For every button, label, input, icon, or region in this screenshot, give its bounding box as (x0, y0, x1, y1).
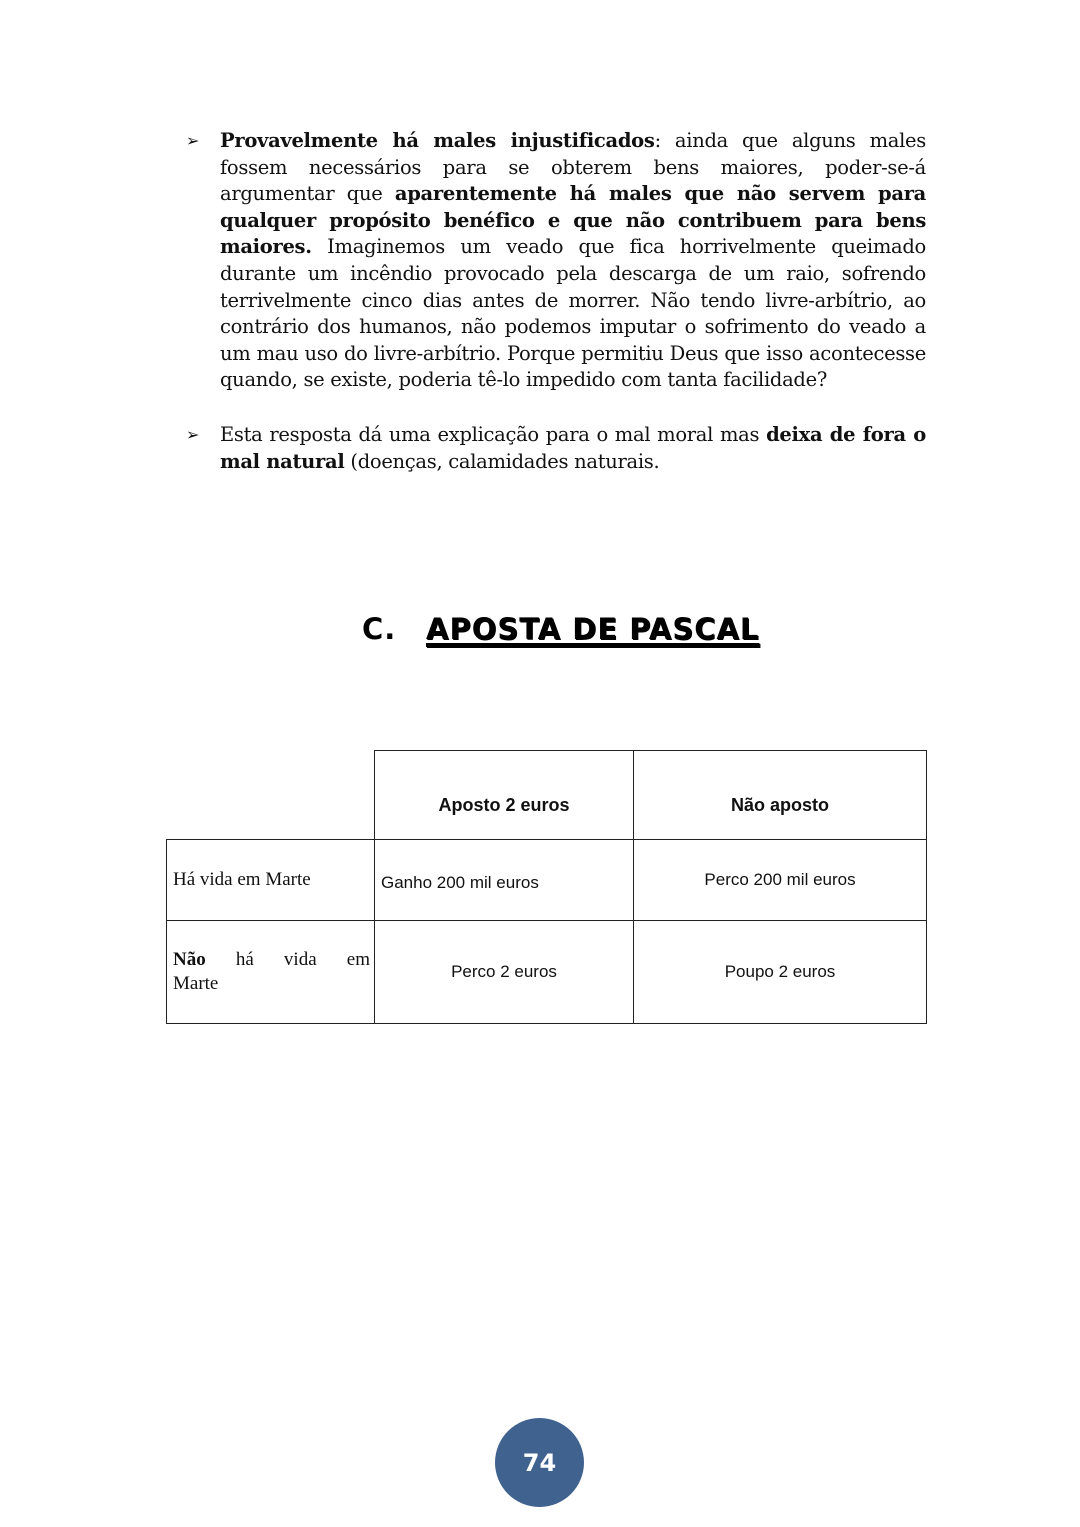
pascal-wager-table (166, 750, 927, 1024)
row-label-word: há (235, 949, 254, 970)
bold-phrase: Provavelmente há males injustificados (220, 129, 655, 152)
plain-phrase: Esta resposta dá uma explicação para o mal moral mas (220, 423, 767, 446)
page-number-badge: 74 (495, 1418, 584, 1507)
section-heading (362, 612, 759, 646)
section-letter: C. (362, 612, 397, 646)
row-label-no-life-on-mars (167, 921, 375, 1024)
table-cell: Perco 200 mil euros (634, 840, 927, 921)
table-header-row (167, 751, 927, 840)
row-label-word: vida (283, 949, 317, 970)
table-header-no-bet: Não aposto (634, 751, 927, 840)
bullet-natural-evil (186, 422, 926, 475)
arrow-bullet-icon: ➢ (186, 425, 200, 444)
table-row (167, 840, 927, 921)
row-label-line (173, 948, 370, 972)
table-row (167, 921, 927, 1024)
table-header-bet: Aposto 2 euros (375, 751, 634, 840)
plain-phrase: Imaginemos um veado que fica horrivelmente queimado durante um incêndio provocado pela descarga de um raio, sofrendo terrivelmente cinco dias antes de morrer. Não tendo livre-arbítrio, ao contrário dos humanos, não podemos imputar o sofrimento do veado a um mau uso do livre-arbítrio. Porque permitiu Deus que isso acontecesse quando, se existe, poderia tê-lo impedido com tanta facilidade? (220, 235, 926, 392)
table-cell: Perco 2 euros (375, 921, 634, 1024)
table-corner-cell (167, 751, 375, 840)
row-label-life-on-mars: Há vida em Marte (167, 840, 375, 921)
plain-phrase: : ainda que alguns males fossem necessários para se obterem bens maiores, poder-se-á argumentar que (220, 129, 926, 206)
bullet-text (220, 422, 926, 475)
bullet-text (220, 128, 926, 394)
row-label-line: Marte (173, 973, 219, 994)
table-cell: Poupo 2 euros (634, 921, 927, 1024)
table-cell: Ganho 200 mil euros (375, 840, 634, 921)
row-label-bold-word: Não (173, 949, 206, 970)
plain-phrase: (doenças, calamidades naturais. (344, 449, 660, 473)
arrow-bullet-icon: ➢ (186, 131, 200, 150)
bold-phrase: aparentemente há males que não servem para qualquer propósito benéfico e que não contribuem para bens maiores. (220, 182, 927, 259)
bold-phrase: deixa de fora o mal natural (220, 423, 926, 473)
row-label-word: em (346, 949, 370, 970)
section-title: APOSTA DE PASCAL (426, 612, 760, 646)
bullet-unjustified-evils (186, 128, 926, 394)
